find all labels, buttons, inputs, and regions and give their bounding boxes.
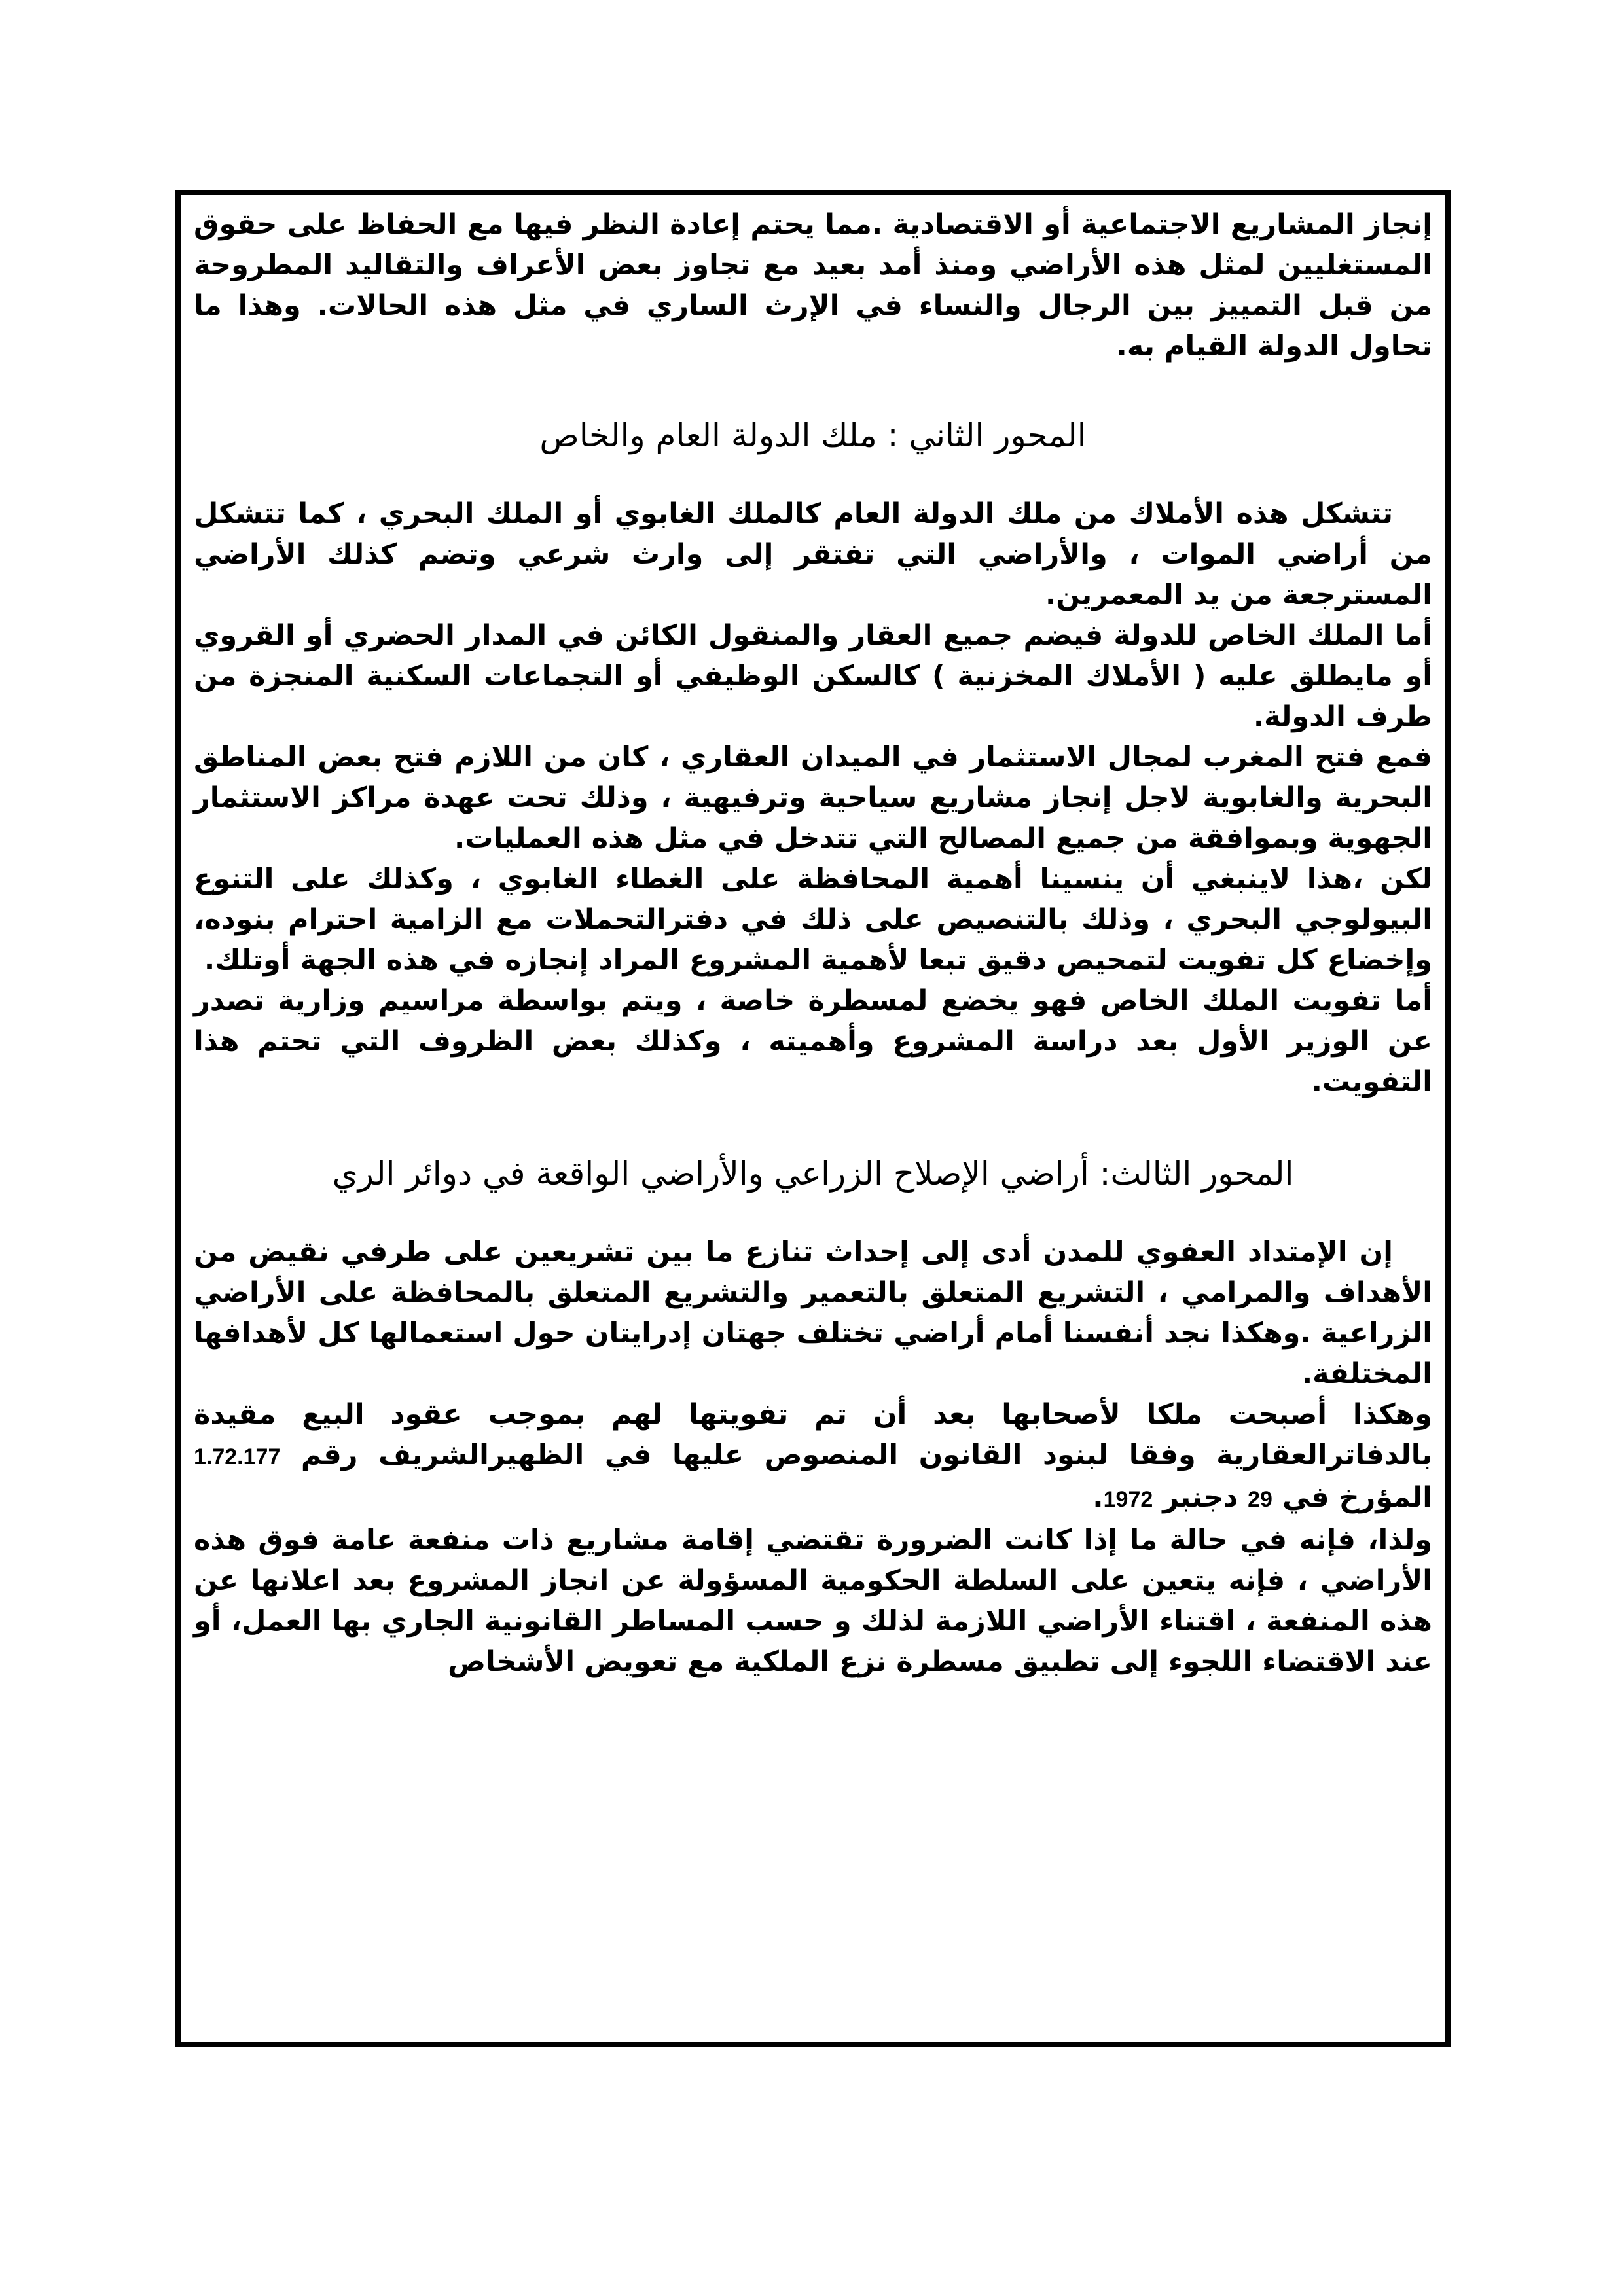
paragraph-text: . xyxy=(1092,1481,1104,1514)
paragraph-text: دجنبر xyxy=(1153,1481,1248,1514)
dahir-day: 29 xyxy=(1248,1487,1272,1512)
section-two-paragraph-2: أما الملك الخاص للدولة فيضم جميع العقار والمنقول الكائن في المدار الحضري أو القروي أو مايطلق عليه ( الأملاك المخزنية ) كالسكن الوظيفي أو التجماعات السكنية المنجزة من طرف الدولة. xyxy=(194,619,1432,733)
page-frame xyxy=(175,190,1451,2047)
section-two-paragraph-5: أما تفويت الملك الخاص فهو يخضع لمسطرة خاصة ، ويتم بواسطة مراسيم وزارية تصدر عن الوزير الأول بعد دراسة المشروع وأهميته ، وكذلك بعض الظروف التي تحتم هذا التفويت. xyxy=(194,984,1432,1098)
dahir-number: 1.72.177 xyxy=(194,1444,281,1469)
section-two-heading: المحور الثاني : ملك الدولة العام والخاص xyxy=(539,416,1087,454)
section-two-paragraph-1: تتشكل هذه الأملاك من ملك الدولة العام كالملك الغابوي أو الملك البحري ، كما تتشكل من أراضي الموات ، والأراضي التي تفتقر إلى وارث شرعي وتضم كذلك الأراضي المسترجعة من يد المعمرين. xyxy=(194,497,1432,611)
paragraph-text: المؤرخ في xyxy=(1272,1481,1432,1514)
section-two-paragraph-3: فمع فتح المغرب لمجال الاستثمار في الميدان العقاري ، كان من اللازم فتح بعض المناطق البحرية والغابوية لاجل إنجاز مشاريع سياحية وترفيهية ، وذلك تحت عهدة مراكز الاستثمار الجهوية وبموافقة من جميع المصالح التي تتدخل في مثل هذه العمليات. xyxy=(194,741,1432,855)
section-three-paragraph-2 xyxy=(194,1394,1432,1520)
intro-paragraph: إنجاز المشاريع الاجتماعية أو الاقتصادية .مما يحتم إعادة النظر فيها مع الحفاظ على حقوق المستغليين لمثل هذه الأراضي ومنذ أمد بعيد مع تجاوز بعض الأعراف والتقاليد المطروحة من قبل التمييز بين الرجال والنساء في الإرث الساري في مثل هذه الحالات. وهذا ما تحاول الدولة القيام به. xyxy=(194,208,1432,363)
paragraph-text: وهكذا أصبحت ملكا لأصحابها بعد أن تم تفويتها لهم بموجب عقود البيع مقيدة بالدفاترالعقارية وفقا لبنود القانون المنصوص عليها في الظهيرالشريف رقم xyxy=(194,1398,1432,1471)
section-two-paragraph-4: لكن ،هذا لاينبغي أن ينسينا أهمية المحافظة على الغطاء الغابوي ، وكذلك على التنوع البيولوجي البحري ، وذلك بالتنصيص على ذلك في دفترالتحملات مع الزامية احترام بنوده، وإخضاع كل تفويت لتمحيص دقيق تبعا لأهمية المشروع المراد إنجازه في هذه الجهة أوتلك. xyxy=(194,863,1432,977)
section-three-heading: المحور الثالث: أراضي الإصلاح الزراعي والأراضي الواقعة في دوائر الري xyxy=(332,1155,1294,1193)
dahir-year: 1972 xyxy=(1103,1487,1153,1512)
section-three-paragraph-3: ولذا، فإنه في حالة ما إذا كانت الضرورة تقتضي إقامة مشاريع ذات منفعة عامة فوق هذه الأراضي ، فإنه يتعين على السلطة الحكومية المسؤولة عن انجاز المشروع بعد اعلانها عن هذه المنفعة ، اقتناء الأراضي اللازمة لذلك و حسب المساطر القانونية الجاري بها العمل، أو عند الاقتضاء اللجوء إلى تطبيق مسطرة نزع الملكية مع تعويض الأشخاص xyxy=(194,1524,1432,1678)
section-three-paragraph-1: إن الإمتداد العفوي للمدن أدى إلى إحداث تنازع ما بين تشريعين على طرفي نقيض من الأهداف والمرامي ، التشريع المتعلق بالتعمير والتشريع المتعلق بالمحافظة على الأراضي الزراعية .وهكذا نجد أنفسنا أمام أراضي تختلف جهتان إدرايتان حول استعمالها كل لأهدافها المختلفة. xyxy=(194,1236,1432,1390)
